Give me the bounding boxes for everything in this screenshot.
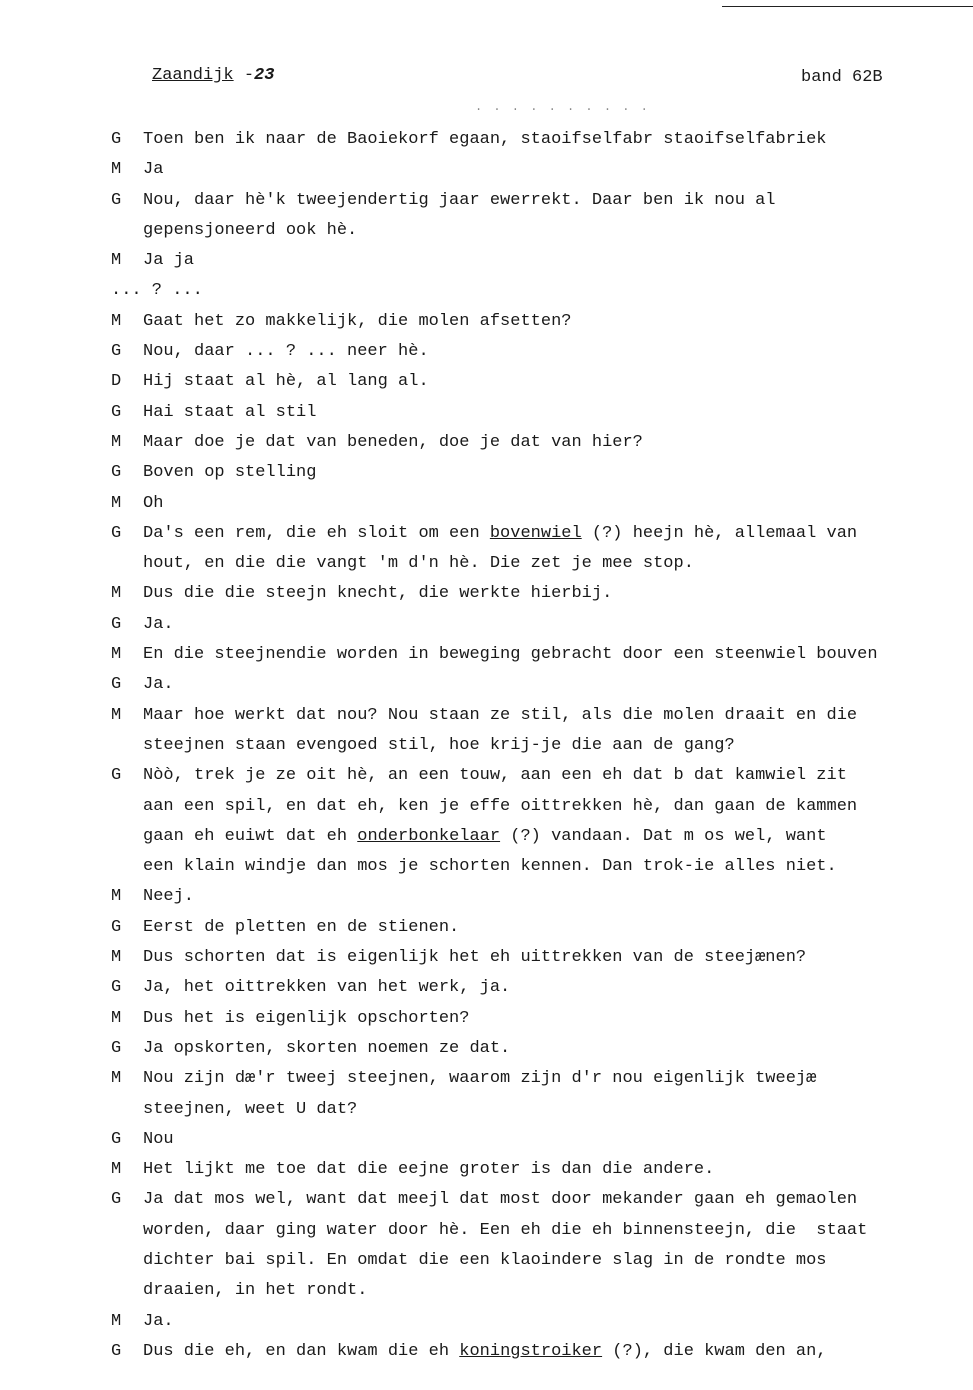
transcript-turn	[0, 1337, 973, 1367]
transcript-turn	[0, 489, 973, 519]
utterance-text-part: Dus die eh, en dan kwam die eh	[143, 1341, 460, 1361]
utterance-text: Dus het is eigenlijk opschorten?	[143, 1008, 470, 1028]
transcript-turn	[0, 1155, 973, 1185]
utterance-text-part: (?), die kwam den an,	[602, 1341, 827, 1361]
utterance-text: Hai staat al stil	[143, 402, 317, 422]
speaker-label: M	[111, 948, 122, 968]
band-label: band 62B	[801, 68, 883, 87]
transcript-turn	[0, 155, 973, 185]
speaker-label: G	[111, 614, 122, 634]
transcript-turn	[0, 913, 973, 943]
underlined-term: koningstroiker	[459, 1341, 603, 1361]
speaker-label: M	[111, 1069, 122, 1089]
utterance-text: Ja ja	[143, 251, 195, 271]
speaker-label: M	[111, 645, 122, 665]
speaker-label: G	[111, 130, 122, 149]
utterance-text: Ja.	[143, 675, 174, 695]
utterance-text: Eerst de pletten en de stienen.	[143, 917, 460, 937]
transcript-turn	[0, 186, 973, 247]
utterance-text-part: (?) vandaan. Dat m os wel, want een klain windje dan mos je schorten kennen. Dan trok-ie alles niet.	[143, 826, 837, 877]
transcript-turn	[0, 761, 973, 882]
speaker-label: G	[111, 917, 122, 937]
transcript-turn	[0, 246, 973, 276]
utterance-text-part: Nòò, trek je ze oit hè, an een touw, aan een eh dat b dat kamwiel zit aan een spil, en dat eh, ken je effe oittrekken hè, dan gaan de kammen gaan eh euiwt dat eh	[143, 766, 858, 846]
page-header-left	[152, 66, 274, 85]
speaker-label: M	[111, 584, 122, 604]
utterance-text: Dus die die steejn knecht, die werkte hierbij.	[143, 584, 613, 604]
speaker-label: D	[111, 372, 122, 392]
transcript-turn	[0, 458, 973, 488]
transcript-turn	[0, 519, 973, 580]
utterance-text: Ja	[143, 160, 164, 180]
transcript-turn	[0, 1307, 973, 1337]
utterance-text: Maar doe je dat van beneden, doe je dat van hier?	[143, 432, 643, 452]
utterance-text-part: Da's een rem, die eh sloit om een	[143, 523, 490, 543]
transcript	[0, 125, 973, 1367]
utterance-text: Ja, het oittrekken van het werk, ja.	[143, 978, 511, 998]
utterance-text: Het lijkt me toe dat die eejne groter is dan die andere.	[143, 1160, 715, 1180]
speaker-label: M	[111, 1311, 122, 1331]
underlined-term: bovenwiel	[489, 523, 582, 543]
speaker-label: G	[111, 523, 122, 543]
top-rule	[722, 6, 973, 7]
transcript-turn	[0, 640, 973, 670]
utterance-text: Toen ben ik naar de Baoiekorf egaan, staoifselfabr staoifselfabriek	[143, 130, 827, 149]
header-separator: -	[233, 66, 255, 85]
speaker-label: G	[111, 675, 122, 695]
speaker-label: M	[111, 493, 122, 513]
speaker-label: M	[111, 160, 122, 180]
utterance-text: Dus schorten dat is eigenlijk het eh uittrekken van de steejænen?	[143, 948, 807, 968]
speaker-label: G	[111, 1038, 122, 1058]
utterance-text	[143, 1337, 903, 1367]
utterance-text: Nou zijn dæ'r tweej steejnen, waarom zijn d'r nou eigenlijk tweejæ steejnen, weet U dat?	[143, 1069, 817, 1119]
utterance-text: Oh	[143, 493, 164, 513]
utterance-text: Nou	[143, 1129, 174, 1149]
transcript-turn	[0, 307, 973, 337]
speaker-label: M	[111, 1160, 122, 1180]
page-number: 23	[254, 66, 275, 85]
utterance-text: Gaat het zo makkelijk, die molen afsetten?	[143, 311, 572, 331]
utterance-text: Maar hoe werkt dat nou? Nou staan ze stil, als die molen draait en die steejnen staan evengoed stil, hoe krij-je die aan de gang?	[143, 705, 858, 755]
transcript-turn	[0, 125, 973, 155]
utterance-text: Nou, daar ... ? ... neer hè.	[143, 342, 429, 362]
utterance-text: Nou, daar hè'k tweejendertig jaar ewerrekt. Daar ben ik nou al gepensjoneerd ook hè.	[143, 190, 776, 240]
transcript-turn	[0, 579, 973, 609]
speaker-label: G	[111, 1341, 122, 1361]
utterance-text: En die steejnendie worden in beweging gebracht door een steenwiel bouven	[143, 645, 878, 665]
speaker-label: M	[111, 311, 122, 331]
utterance-text: Ja dat mos wel, want dat meejl dat most door mekander gaan eh gemaolen worden, daar ging water door hè. Een eh die eh binnensteejn, die staat dichter bai spil. En omdat die een klaoindere slag in de rondte mos draaien, in het rondt.	[143, 1190, 868, 1301]
inaudible-marker: ... ? ...	[111, 281, 203, 301]
transcript-turn	[0, 1004, 973, 1034]
utterance-text: Boven op stelling	[143, 463, 317, 483]
transcript-turn	[0, 1064, 973, 1125]
utterance-text: Neej.	[143, 887, 195, 907]
speaker-label: G	[111, 1190, 122, 1210]
transcript-turn	[0, 610, 973, 640]
transcript-turn	[0, 882, 973, 912]
place-title: Zaandijk	[152, 66, 234, 85]
transcript-turn	[0, 1125, 973, 1155]
speaker-label: G	[111, 190, 122, 210]
utterance-text: Hij staat al hè, al lang al.	[143, 372, 429, 392]
transcript-turn	[0, 276, 973, 306]
transcript-turn	[0, 337, 973, 367]
speaker-label: G	[111, 1129, 122, 1149]
speaker-label: M	[111, 887, 122, 907]
transcript-turn	[0, 367, 973, 397]
transcript-turn	[0, 428, 973, 458]
speaker-label: M	[111, 705, 122, 725]
utterance-text	[143, 519, 903, 580]
speaker-label: M	[111, 432, 122, 452]
scan-noise: . . . . . . . . . .	[475, 100, 650, 114]
speaker-label: M	[111, 251, 122, 271]
utterance-text: Ja.	[143, 614, 174, 634]
utterance-text: Ja opskorten, skorten noemen ze dat.	[143, 1038, 511, 1058]
speaker-label: G	[111, 342, 122, 362]
utterance-text: Ja.	[143, 1311, 174, 1331]
transcript-turn	[0, 1185, 973, 1306]
transcript-turn	[0, 943, 973, 973]
underlined-term: onderbonkelaar	[357, 826, 501, 846]
utterance-text	[143, 761, 903, 882]
speaker-label: G	[111, 766, 122, 786]
transcript-turn	[0, 973, 973, 1003]
transcript-turn	[0, 670, 973, 700]
transcript-turn	[0, 1034, 973, 1064]
speaker-label: G	[111, 463, 122, 483]
transcript-turn	[0, 701, 973, 762]
speaker-label: M	[111, 1008, 122, 1028]
speaker-label: G	[111, 402, 122, 422]
utterance-text-part: (?) heejn hè, allemaal van hout, en die die vangt 'm d'n hè. Die zet je mee stop.	[143, 523, 858, 574]
transcript-turn	[0, 398, 973, 428]
speaker-label: G	[111, 978, 122, 998]
